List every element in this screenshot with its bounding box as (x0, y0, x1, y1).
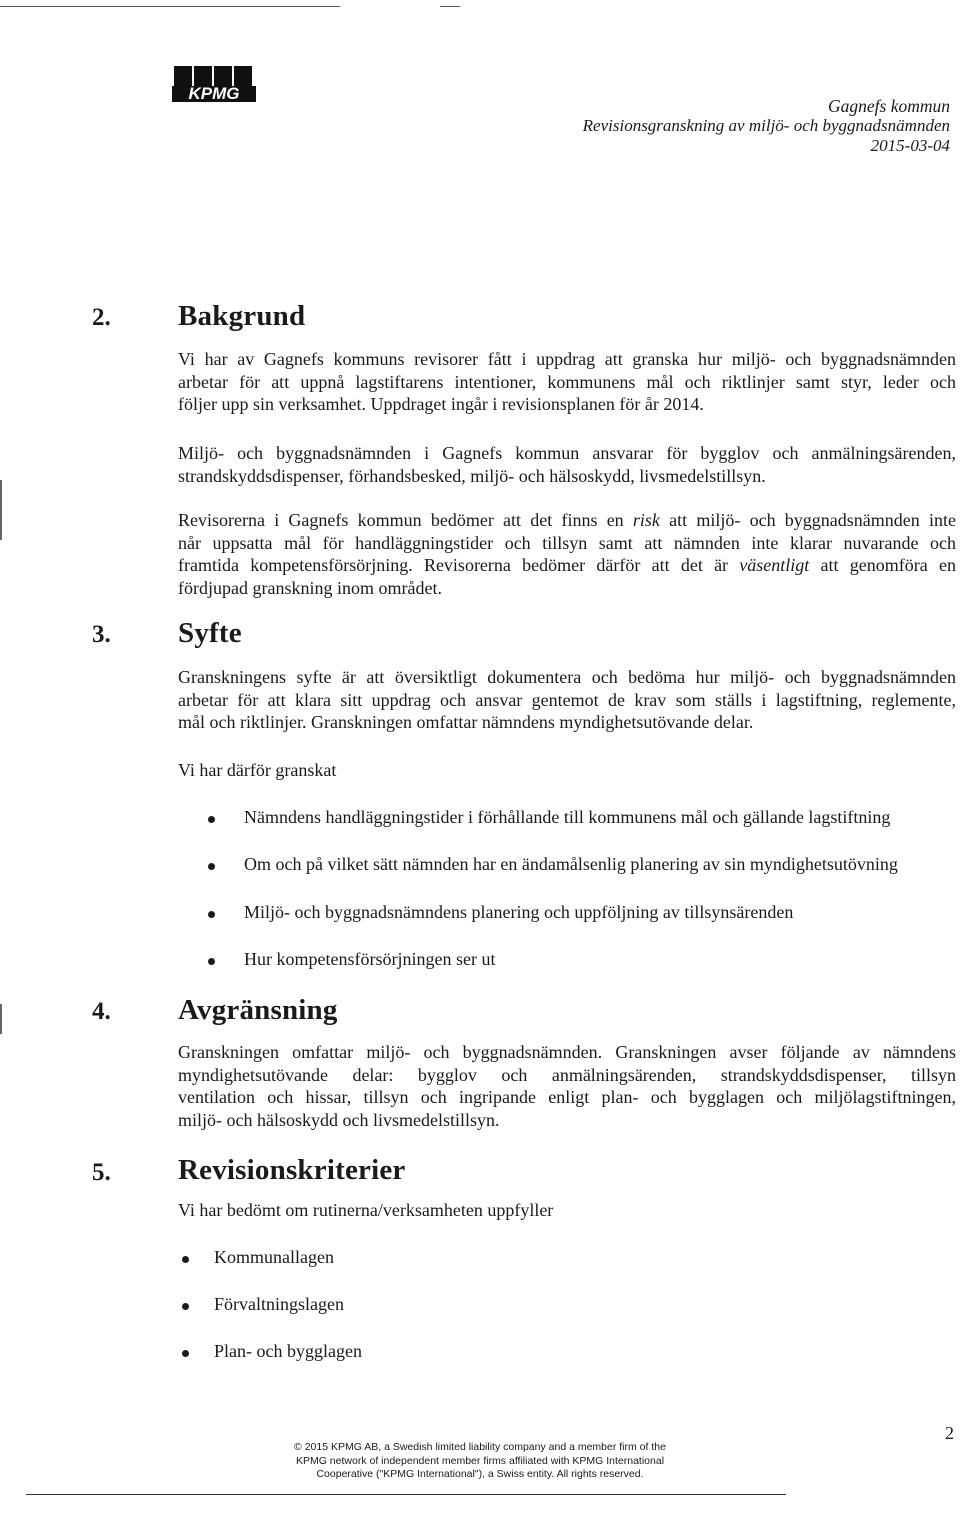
section-title-revisionskriterier: Revisionskriterier (178, 1154, 406, 1186)
copyright-footer (0, 1441, 960, 1482)
text-line: Granskningen omfattar miljö- och byggnadsnämnden. Granskningen avser följande av nämndens (178, 1042, 956, 1062)
section-number: 5. (92, 1159, 111, 1186)
list-item: Plan- och bygglagen (182, 1341, 362, 1362)
bullet-dot (182, 1256, 189, 1263)
paragraph-bakgrund-1 (178, 348, 956, 416)
section-number: 4. (92, 998, 111, 1025)
text-line: följer upp sin verksamhet. Uppdraget ingår i revisionsplanen för år 2014. (178, 394, 704, 415)
list-item: Miljö- och byggnadsnämndens planering och uppföljning av tillsynsärenden (208, 902, 793, 923)
section-title-bakgrund: Bakgrund (178, 300, 306, 332)
list-item: Kommunallagen (182, 1247, 334, 1268)
text-line: mål och riktlinjer. Granskningen omfattar nämndens myndighetsutövande delar. (178, 712, 754, 733)
paragraph-syfte (178, 666, 956, 734)
document-header (583, 96, 950, 156)
revisionskriterier-intro: Vi har bedömt om rutinerna/verksamheten uppfyller (178, 1200, 554, 1220)
emphasis-risk: risk (632, 510, 660, 530)
bottom-rule (26, 1494, 786, 1495)
left-margin-mark (0, 1004, 2, 1034)
bullet-dot (208, 958, 215, 965)
text-line: Revisorerna i Gagnefs kommun bedömer att det finns en risk att miljö- och byggnadsnämnden inte (178, 510, 956, 530)
header-organization: Gagnefs kommun (828, 96, 950, 116)
text-line: framtida kompetensförsörjning. Revisorerna bedömer därför att det är väsentligt att genomföra en (178, 555, 957, 576)
emphasis-vasentligt: väsentligt (739, 555, 810, 576)
bullet-dot (208, 816, 215, 823)
header-date: 2015-03-04 (870, 136, 950, 155)
bullet-dot (182, 1303, 189, 1310)
bullet-dot (208, 911, 215, 918)
kpmg-logo (172, 64, 258, 104)
text-line: arbetar för att klara sitt uppdrag och ansvar gentemot de krav som ställs i lagstiftning, reglemente, (178, 689, 956, 710)
text-line: myndighetsutövande delar: bygglov och anmälningsärenden, strandskyddsdispenser, tillsyn (178, 1064, 956, 1085)
footer-line: © 2015 KPMG AB, a Swedish limited liability company and a member firm of the (294, 1441, 666, 1453)
section-number: 3. (92, 621, 111, 648)
list-item: Om och på vilket sätt nämnden har en ändamålsenlig planering av sin myndighetsutövning (208, 854, 898, 875)
paragraph-bakgrund-3 (178, 509, 956, 600)
section-title-avgransning: Avgränsning (178, 994, 338, 1026)
text-line: miljö- och hälsoskydd och livsmedelstillsyn. (178, 1110, 500, 1131)
text-line: når uppsatta mål för handläggningstider och tillsyn samt att nämnden inte klarar nuvarande och (178, 532, 956, 553)
top-scan-rule (0, 6, 340, 7)
list-item: Hur kompetensförsörjningen ser ut (208, 949, 495, 970)
page-number: 2 (945, 1423, 954, 1443)
bullet-dot (208, 863, 215, 870)
text-line: strandskyddsdispenser, förhandsbesked, miljö- och hälsoskydd, livsmedelstillsyn. (178, 465, 766, 486)
text-line: fördjupad granskning inom området. (178, 578, 442, 599)
section-number: 2. (92, 304, 111, 331)
text-line: Granskningens syfte är att översiktligt dokumentera och bedöma hur miljö- och byggnadsnämnden (178, 667, 956, 687)
top-scan-rule-short (440, 6, 460, 7)
list-item: Nämndens handläggningstider i förhållande till kommunens mål och gällande lagstiftning (208, 807, 890, 828)
text-line: ventilation och hissar, tillsyn och ingripande enligt plan- och bygglagen och miljölagstiftningen, (178, 1087, 956, 1108)
syfte-intro: Vi har därför granskat (178, 760, 337, 780)
text-line: Miljö- och byggnadsnämnden i Gagnefs kommun ansvarar för bygglov och anmälningsärenden, (178, 443, 956, 463)
paragraph-bakgrund-2 (178, 442, 956, 487)
text-line: arbetar för att uppnå lagstiftarens intentioner, kommunens mål och riktlinjer samt styr, leder och (178, 371, 956, 392)
footer-line: KPMG network of independent member firms affiliated with KPMG International (295, 1454, 665, 1467)
logo-text: KPMG (188, 84, 240, 103)
list-item: Förvaltningslagen (182, 1294, 344, 1315)
bullet-dot (182, 1350, 189, 1357)
header-report-title: Revisionsgranskning av miljö- och byggnadsnämnden (582, 116, 950, 135)
paragraph-avgransning (178, 1041, 956, 1132)
left-margin-mark (0, 480, 2, 540)
section-title-syfte: Syfte (178, 617, 242, 649)
text-line: Vi har av Gagnefs kommuns revisorer fått i uppdrag att granska hur miljö- och byggnadsnämnden (178, 349, 956, 369)
footer-line: Cooperative ("KPMG International"), a Swiss entity. All rights reserved. (316, 1468, 644, 1480)
